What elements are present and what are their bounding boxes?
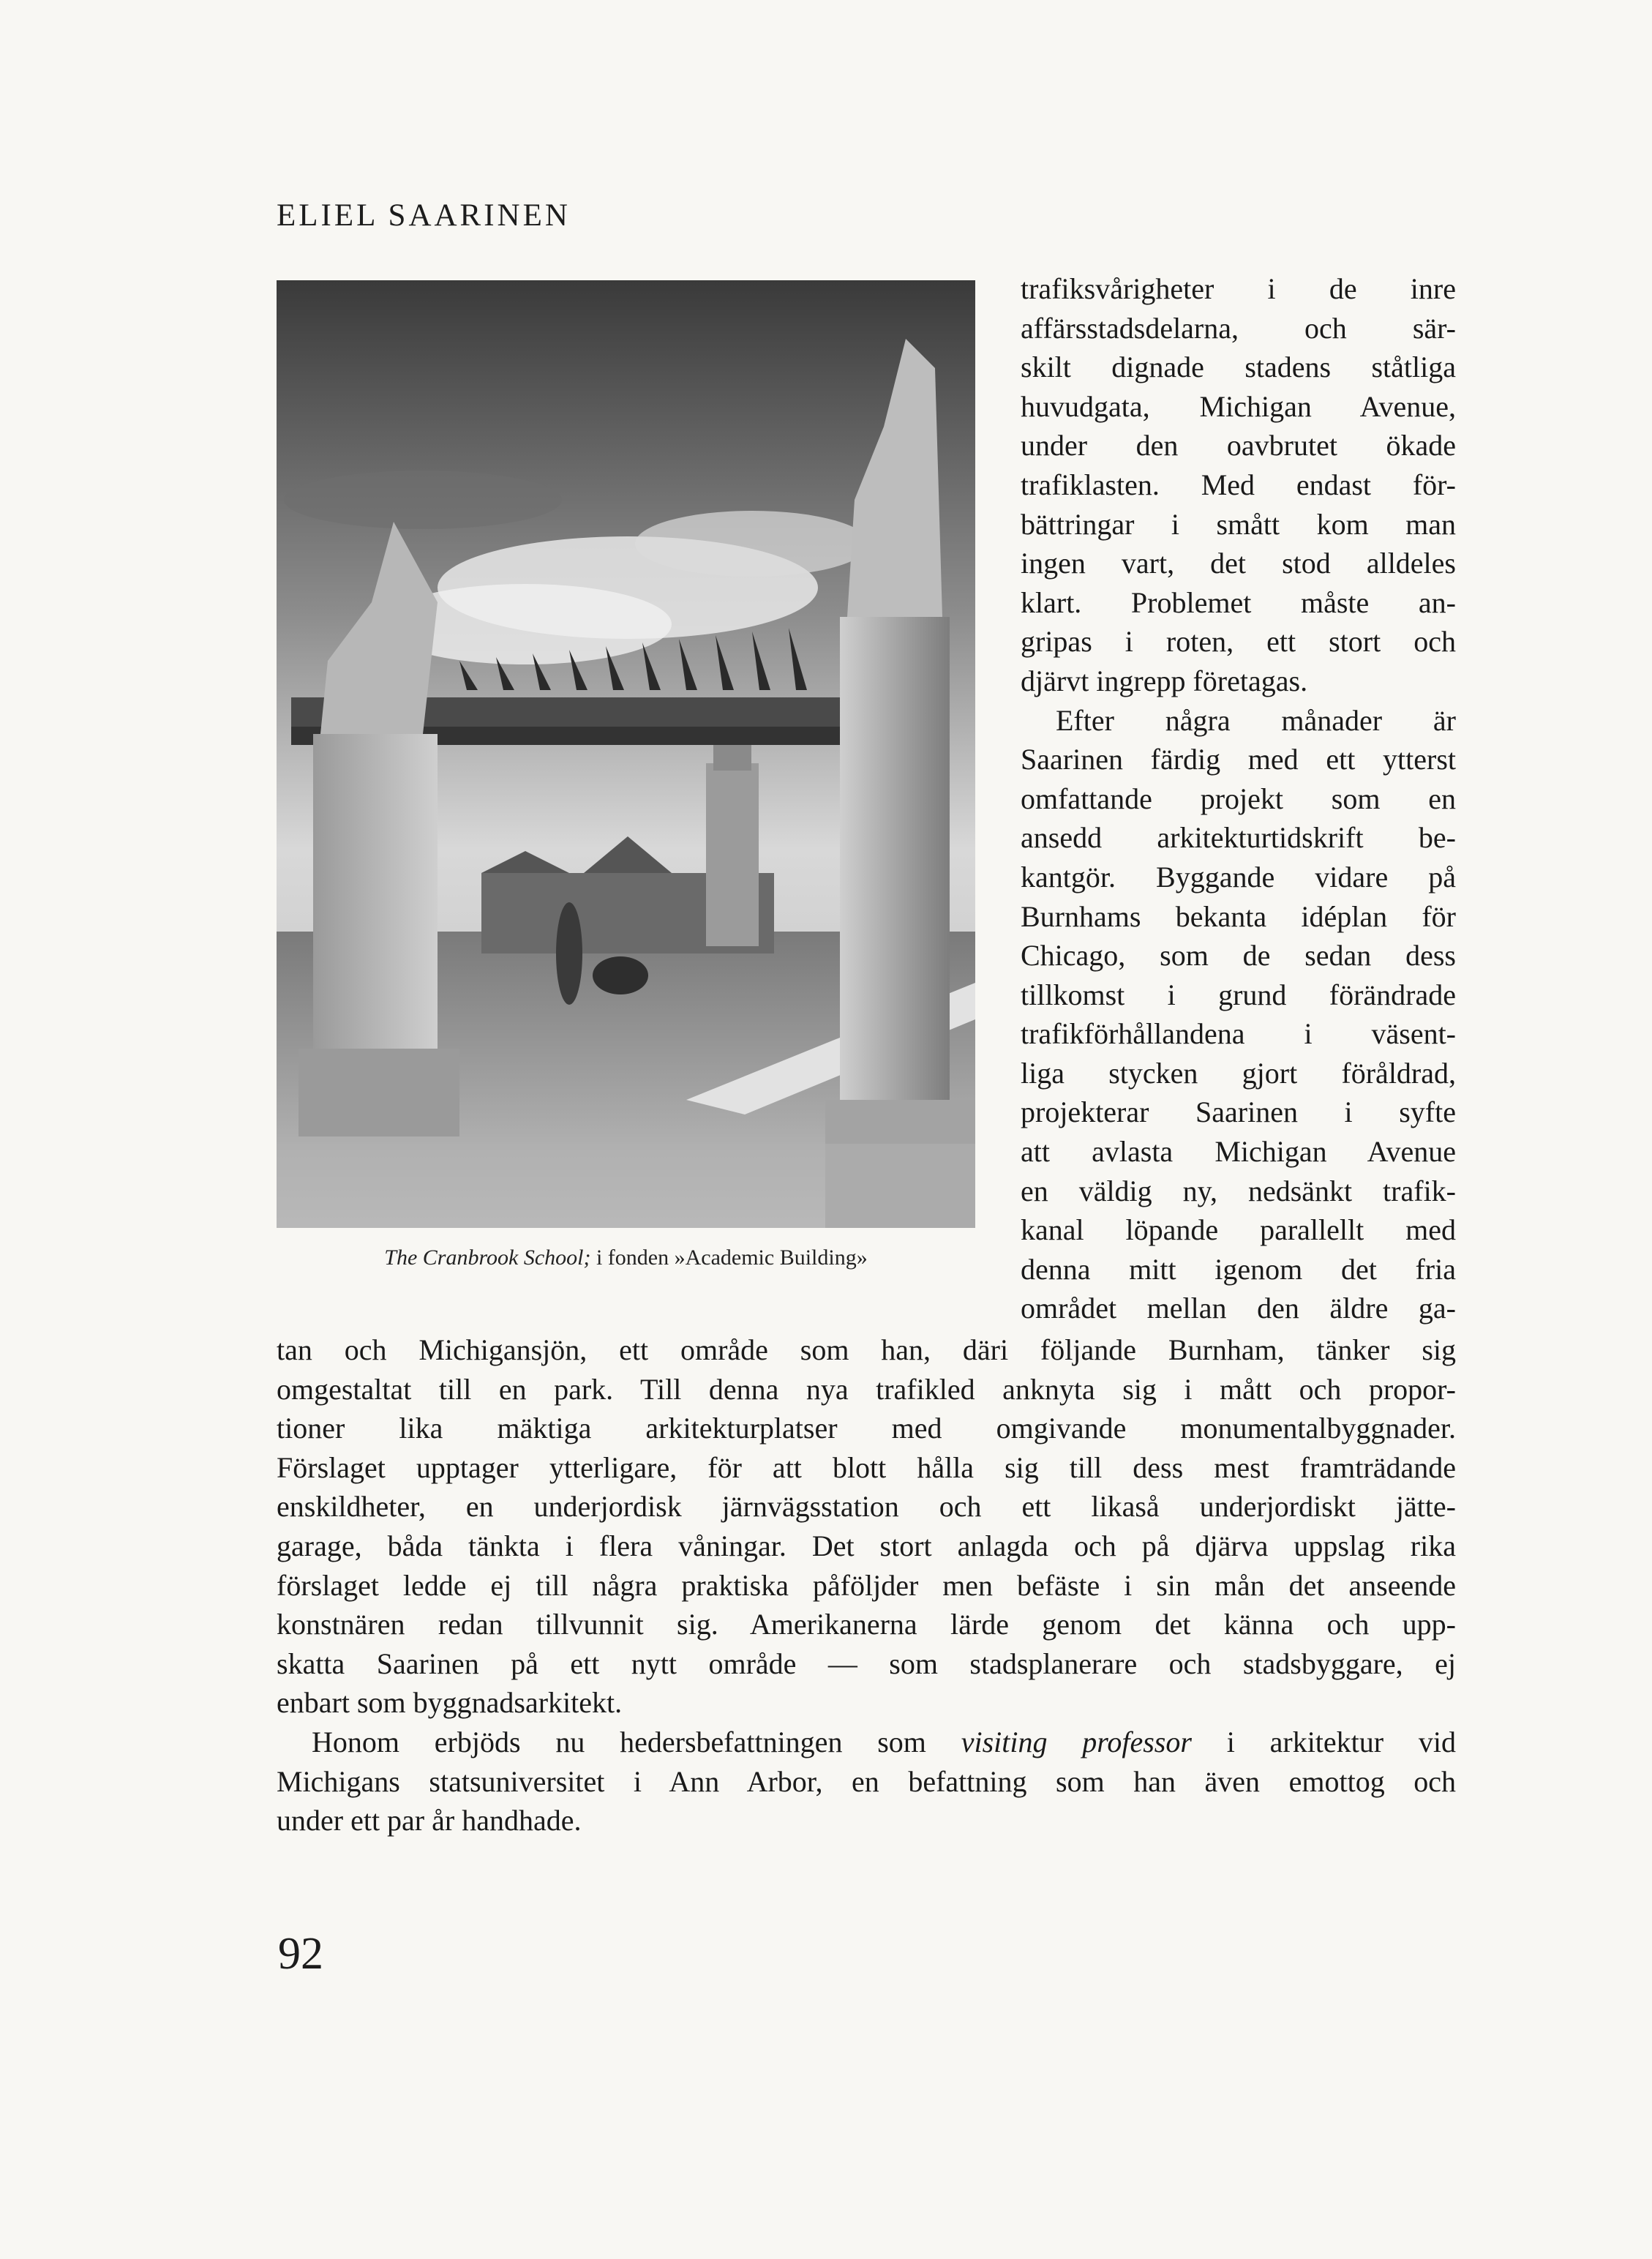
text-line: tioner lika mäktiga arkitekturplatser med omgivande monumentalbyggnader. (277, 1412, 1456, 1445)
text-line: klart. Problemet måste an- (1021, 585, 1456, 619)
text-line: under den oavbrutet ökade (1021, 429, 1456, 462)
text-line: området mellan den äldre ga- (1021, 1292, 1456, 1325)
text-line: kanal löpande parallellt med (1021, 1213, 1456, 1247)
photograph (277, 280, 975, 1228)
page-number: 92 (278, 1929, 323, 1979)
text-line: tillkomst i grund förändrade (1021, 978, 1456, 1011)
text-line: en väldig ny, nedsänkt trafik- (1021, 1174, 1456, 1207)
text-line: denna mitt igenom det fria (1021, 1252, 1456, 1286)
text-line: garage, båda tänkta i flera våningar. Det stort anlagda och på djärva uppslag rika (277, 1529, 1456, 1562)
text-line: djärvt ingrepp företagas. (1021, 664, 1308, 697)
text-line (277, 1723, 1456, 1762)
caption-title: The Cranbrook School; (384, 1245, 591, 1270)
text-line: Burnhams bekanta idéplan för (1021, 899, 1456, 933)
caption-text: i fonden »Academic Building» (590, 1245, 868, 1270)
text-segment: Honom erbjöds nu hedersbefattningen som (312, 1725, 961, 1758)
text-line: trafiksvårigheter i de inre (1021, 272, 1456, 305)
text-line: tan och Michigansjön, ett område som han, däri följande Burnham, tänker sig (277, 1333, 1456, 1366)
text-line: enskildheter, en underjordisk järnvägsstation och ett likaså underjordiskt jätte- (277, 1490, 1456, 1524)
text-line: huvudgata, Michigan Avenue, (1021, 389, 1456, 423)
text-line: att avlasta Michigan Avenue (1021, 1135, 1456, 1169)
text-line: Förslaget upptager ytterligare, för att blott hålla sig till dess mest framträdande (277, 1450, 1456, 1484)
text-line: förslaget ledde ej till några praktiska påföljder men befäste i sin mån det anseende (277, 1568, 1456, 1602)
text-line: Chicago, som de sedan dess (1021, 939, 1456, 973)
text-line: trafiklasten. Med endast för- (1021, 468, 1456, 501)
text-line: Michigans statsuniversitet i Ann Arbor, en befattning som han även emottog och (277, 1764, 1456, 1798)
running-head: ELIEL SAARINEN (277, 198, 571, 233)
text-line: kantgör. Byggande vidare på (1021, 860, 1456, 894)
text-segment: i arkitektur vid (1191, 1725, 1457, 1758)
text-line: skatta Saarinen på ett nytt område — som stadsplanerare och stadsbyggare, ej (277, 1647, 1456, 1680)
figure-caption (277, 1245, 975, 1270)
text-line: skilt dignade stadens ståtliga (1021, 351, 1456, 384)
text-line: affärsstadsdelarna, och sär- (1021, 311, 1456, 345)
text-line: enbart som byggnadsarkitekt. (277, 1686, 623, 1720)
text-line: trafikförhållandena i väsent- (1021, 1017, 1456, 1051)
text-line: ingen vart, det stod alldeles (1021, 547, 1456, 580)
text-line: liga stycken gjort föråldrad, (1021, 1056, 1456, 1090)
text-line: konstnären redan tillvunnit sig. Amerikanerna lärde genom det känna och upp- (277, 1608, 1456, 1641)
text-line: omgestaltat till en park. Till denna nya trafikled anknyta sig i mått och propor- (277, 1372, 1456, 1406)
photo-illustration (277, 280, 975, 1228)
text-line: under ett par år handhade. (277, 1804, 582, 1837)
text-column (1021, 269, 1456, 1328)
text-line: omfattande projekt som en (1021, 782, 1456, 815)
text-line: gripas i roten, ett stort och (1021, 625, 1456, 659)
text-line: Saarinen färdig med ett ytterst (1021, 743, 1456, 776)
text-line: Efter några månader är (1056, 703, 1456, 737)
text-line: bättringar i smått kom man (1021, 507, 1456, 541)
text-emphasis: visiting professor (961, 1725, 1192, 1758)
text-line: ansedd arkitekturtidskrift be- (1021, 821, 1456, 855)
text-line: projekterar Saarinen i syfte (1021, 1095, 1456, 1129)
full-width-text (277, 1330, 1456, 1840)
